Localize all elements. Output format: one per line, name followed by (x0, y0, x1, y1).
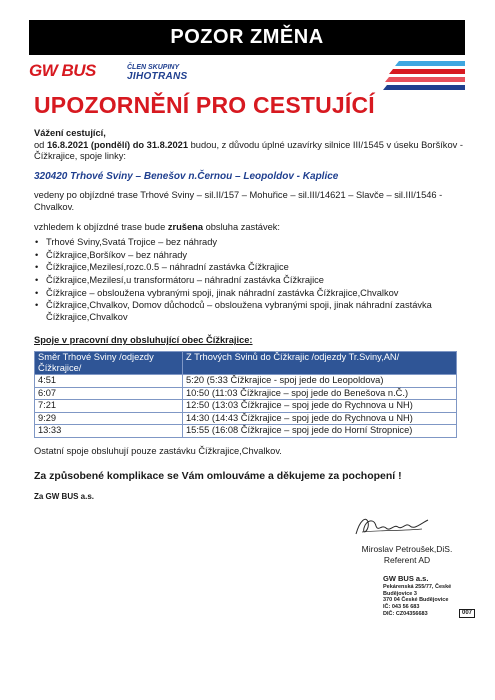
detour-paragraph: vedeny po objízdné trase Trhové Sviny – sil.II/157 – Mohuřice – sil.III/14621 – Slavče – sil.III/1546 - Chvalkov. (34, 190, 443, 212)
intro-dates: 16.8.2021 (pondělí) do 31.8.2021 (46, 139, 189, 150)
stamp-line: IČ: 043 56 683 (383, 604, 420, 611)
notice-title: UPOZORNĚNÍ PRO CESTUJÍCÍ (34, 92, 375, 118)
banner-text: POZOR ZMĚNA (170, 26, 324, 48)
signer-name: Miroslav Petroušek,DiS. (361, 544, 453, 554)
change-banner (29, 20, 465, 55)
cancelled-paragraph (34, 222, 474, 234)
table-cell: 10:50 (11:03 Čížkrajice – spoj jede do Benešova n.Č.) (183, 387, 457, 400)
table-cell: 6:07 (35, 387, 183, 400)
list-item: • Čížkrajice,Mezilesí,u transformátoru – náhradní zastávka Čížkrajice (34, 275, 474, 287)
schedule-table (34, 351, 457, 438)
signer-role: Referent AD (383, 554, 431, 565)
stamp-title: GW BUS a.s. (383, 574, 429, 583)
header-direction-cizkrajice: Z Trhových Svinů do Čížkrajic /odjezdy Tr.Sviny,AN/ (183, 351, 457, 374)
group-logo (127, 63, 187, 81)
list-item: • Čížkrajice – obsloužena vybranými spoji, jinak náhradní zastávka Čížkrajice,Chvalkov (34, 288, 474, 300)
greeting: Vážení cestující, (34, 128, 106, 138)
stripes-logo-icon (383, 60, 465, 96)
group-line2: JIHOTRANS (127, 71, 188, 82)
cancelled-stops-list (34, 237, 474, 323)
route-line: 320420 Trhové Sviny – Benešov n.Černou – Leopoldov - Kaplice (34, 170, 339, 182)
company-signoff: Za GW BUS a.s. (34, 492, 95, 502)
table-cell: 12:50 (13:03 Čížkrajice – spoj jede do Rychnova u NH) (183, 400, 457, 413)
table-cell: 4:51 (35, 374, 183, 387)
header-direction-sviny: Směr Trhové Sviny /odjezdy Čížkrajice/ (35, 351, 183, 374)
notice-body (34, 128, 474, 503)
table-row (35, 374, 457, 387)
cancelled-prefix: vzhledem k objízdné trase bude (34, 221, 168, 232)
cancelled-keyword: zrušena (167, 221, 203, 232)
table-cell: 9:29 (35, 412, 183, 425)
table-cell: 13:33 (35, 425, 183, 438)
table-row (35, 412, 457, 425)
other-connections-note: Ostatní spoje obsluhují pouze zastávku Čížkrajice,Chvalkov. (34, 445, 282, 456)
table-cell: 5:20 (5:33 Čížkrajice - spoj jede do Leopoldova) (183, 374, 457, 387)
list-item: • Čížkrajice,Mezilesí,rozc.0.5 – náhradní zastávka Čížkrajice (34, 262, 474, 274)
table-cell: 14:30 (14:43 Čížkrajice – spoj jede do Rychnova u NH) (183, 412, 457, 425)
cancelled-suffix: obsluha zastávek: (203, 221, 281, 232)
signature-icon (352, 512, 432, 542)
list-item: • Trhové Sviny,Svatá Trojice – bez náhrady (34, 237, 474, 249)
stamp-line: 370 04 České Budějovice (383, 597, 449, 604)
list-item: • Čížkrajice,Boršíkov – bez náhrady (34, 250, 474, 262)
intro-prefix: od (34, 139, 47, 150)
table-header-row (35, 351, 457, 374)
stamp-line: Pekárenská 255/77, České Budějovice 3 (383, 583, 452, 597)
table-cell: 15:55 (16:08 Čížkrajice – spoj jede do Horní Stropnice) (183, 425, 457, 438)
table-row (35, 425, 457, 438)
table-row (35, 400, 457, 413)
closing-apology: Za způsobené komplikace se Vám omlouváme a děkujeme za pochopení ! (34, 470, 402, 483)
table-cell: 7:21 (35, 400, 183, 413)
stamp-code: 007 (459, 609, 475, 618)
schedule-title: Spoje v pracovní dny obsluhující obec Čížkrajice: (34, 335, 253, 346)
list-item: • Čížkrajice,Chvalkov, Domov důchodců – obsloužena vybranými spoji, jinak náhradní zastávka Čížkrajice,Chvalkov (34, 300, 474, 323)
stamp-line: DIČ: CZ04356683 (383, 610, 428, 617)
table-row (35, 387, 457, 400)
intro-text: budou, z důvodu úplné uzavírky silnice III/1545 v úseku Boršíkov - Čížkrajice, spoje linky: (34, 139, 463, 162)
logo-row (29, 60, 465, 86)
intro-paragraph (34, 140, 474, 163)
company-stamp (383, 576, 475, 618)
gw-bus-logo: GW BUS (29, 61, 96, 80)
signer-block (352, 544, 462, 565)
group-line1: ČLEN SKUPINY (127, 64, 180, 71)
